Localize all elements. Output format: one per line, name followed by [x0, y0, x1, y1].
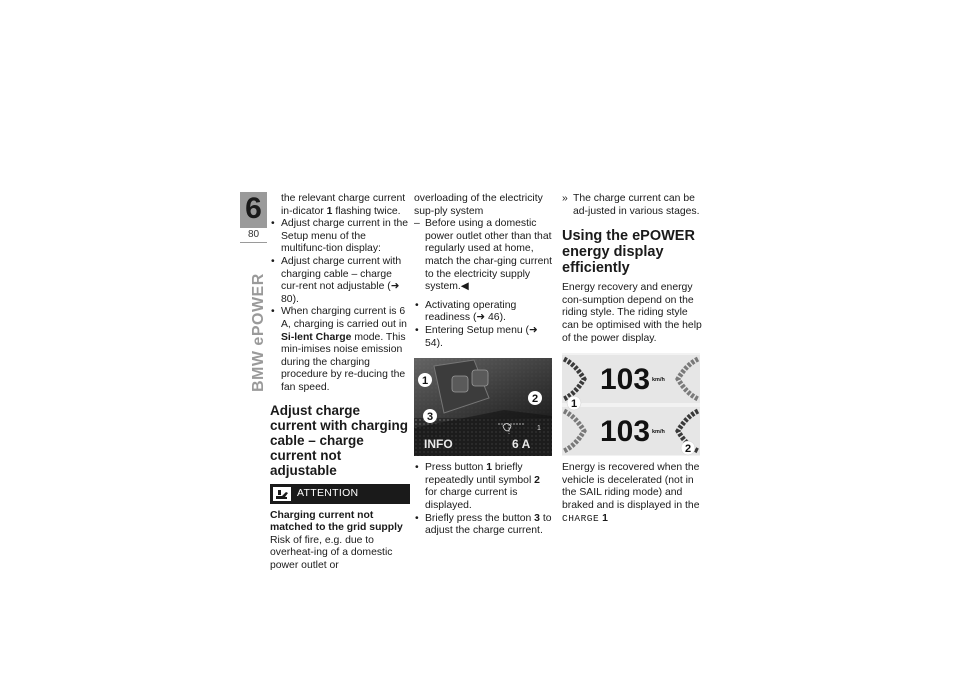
- info-label: INFO: [424, 437, 453, 452]
- list-item: • When charging current is 6 A, charging is carried out in Si-lent Charge mode. This min-imises noise emission during the charging procedure by re-ducing the fan speed.: [270, 306, 410, 394]
- warning-text: Risk of fire, e.g. due to overheat-ing of a domestic power outlet or: [270, 534, 393, 571]
- continued-text: the relevant charge current in-dicator 1 flashing twice.: [281, 193, 406, 217]
- charge-current-value: 6 A: [512, 437, 531, 452]
- callout-3: 3: [426, 411, 434, 424]
- list-item: • Entering Setup menu (➜ 54).: [414, 325, 554, 350]
- list-item: • Adjust charge current with charging cable – charge cur-rent not adjustable (➜ 80).: [270, 256, 410, 306]
- callout-1: 1: [421, 375, 429, 388]
- attention-hand-icon: [273, 487, 291, 501]
- step-list: [414, 300, 554, 350]
- column-1: [270, 193, 410, 572]
- callout-1: 1: [570, 398, 578, 411]
- list-item: • Adjust charge current in the Setup menu of the multifunc-tion display:: [270, 218, 410, 256]
- page-ref-link[interactable]: 80: [281, 293, 293, 305]
- chapter-title-vertical: [233, 262, 273, 392]
- list-item: • Activating operating readiness (➜ 46).: [414, 300, 554, 325]
- speed-value: 103: [600, 415, 651, 449]
- page-ref-link[interactable]: 46: [488, 312, 500, 324]
- chapter-number: 6: [245, 192, 262, 225]
- body-text: Energy is recovered when the vehicle is decelerated (not in the SAIL riding mode) and braked and is displayed in the CHARGE 1: [562, 462, 700, 524]
- sub-list: [414, 218, 554, 294]
- step-list: [270, 218, 410, 394]
- list-item: • Press button 1 briefly repeatedly until symbol 2 for charge current is displayed.: [414, 462, 554, 512]
- page-ref-link[interactable]: 54: [425, 337, 437, 349]
- list-item: – Before using a domestic power outlet other than that regularly used at home, match the char-ging current to the electricity supply system.◀: [414, 218, 554, 294]
- end-triangle-icon: ◀: [460, 281, 469, 293]
- power-display-illustration: [562, 353, 700, 456]
- display-lower: [562, 407, 700, 455]
- callout-2: 2: [531, 393, 539, 406]
- attention-label: ATTENTION: [297, 487, 359, 500]
- list-item: • Briefly press the button 3 to adjust the charge current.: [414, 513, 554, 538]
- warning-title: Charging current not matched to the grid supply: [270, 509, 403, 534]
- section-heading: Using the ePOWER energy display efficiently: [562, 228, 695, 277]
- arrow-ref-icon: ➜: [390, 281, 400, 293]
- body-text: Energy recovery and energy con-sumption depend on the riding style. The riding style can be optimised with the help of the power display.: [562, 282, 702, 344]
- arrow-ref-icon: ➜: [476, 312, 486, 324]
- column-3: [562, 193, 702, 525]
- speed-unit: km/h: [652, 377, 665, 384]
- speed-unit: km/h: [652, 429, 665, 436]
- column-2: [414, 193, 554, 538]
- section-heading: Adjust charge current with charging cable – charge current not adjustable: [270, 402, 409, 478]
- chapter-tab: [240, 192, 267, 243]
- bar-mark: 1: [537, 425, 541, 433]
- step-list: [414, 462, 554, 538]
- display-text-charge: CHARGE: [562, 512, 600, 524]
- handlebar-control-photo: [414, 358, 552, 456]
- page-number: 80: [240, 228, 267, 242]
- arrow-ref-icon: ➜: [528, 324, 538, 336]
- continued-text: overloading of the electricity sup-ply system: [414, 193, 543, 217]
- callout-2: 2: [684, 443, 692, 456]
- result-text: » The charge current can be ad-justed in various stages.: [562, 193, 702, 218]
- chapter-title-text: BMW ePOWER: [250, 273, 267, 392]
- attention-banner: [270, 484, 410, 504]
- display-upper: [562, 355, 700, 403]
- speed-value: 103: [600, 363, 651, 397]
